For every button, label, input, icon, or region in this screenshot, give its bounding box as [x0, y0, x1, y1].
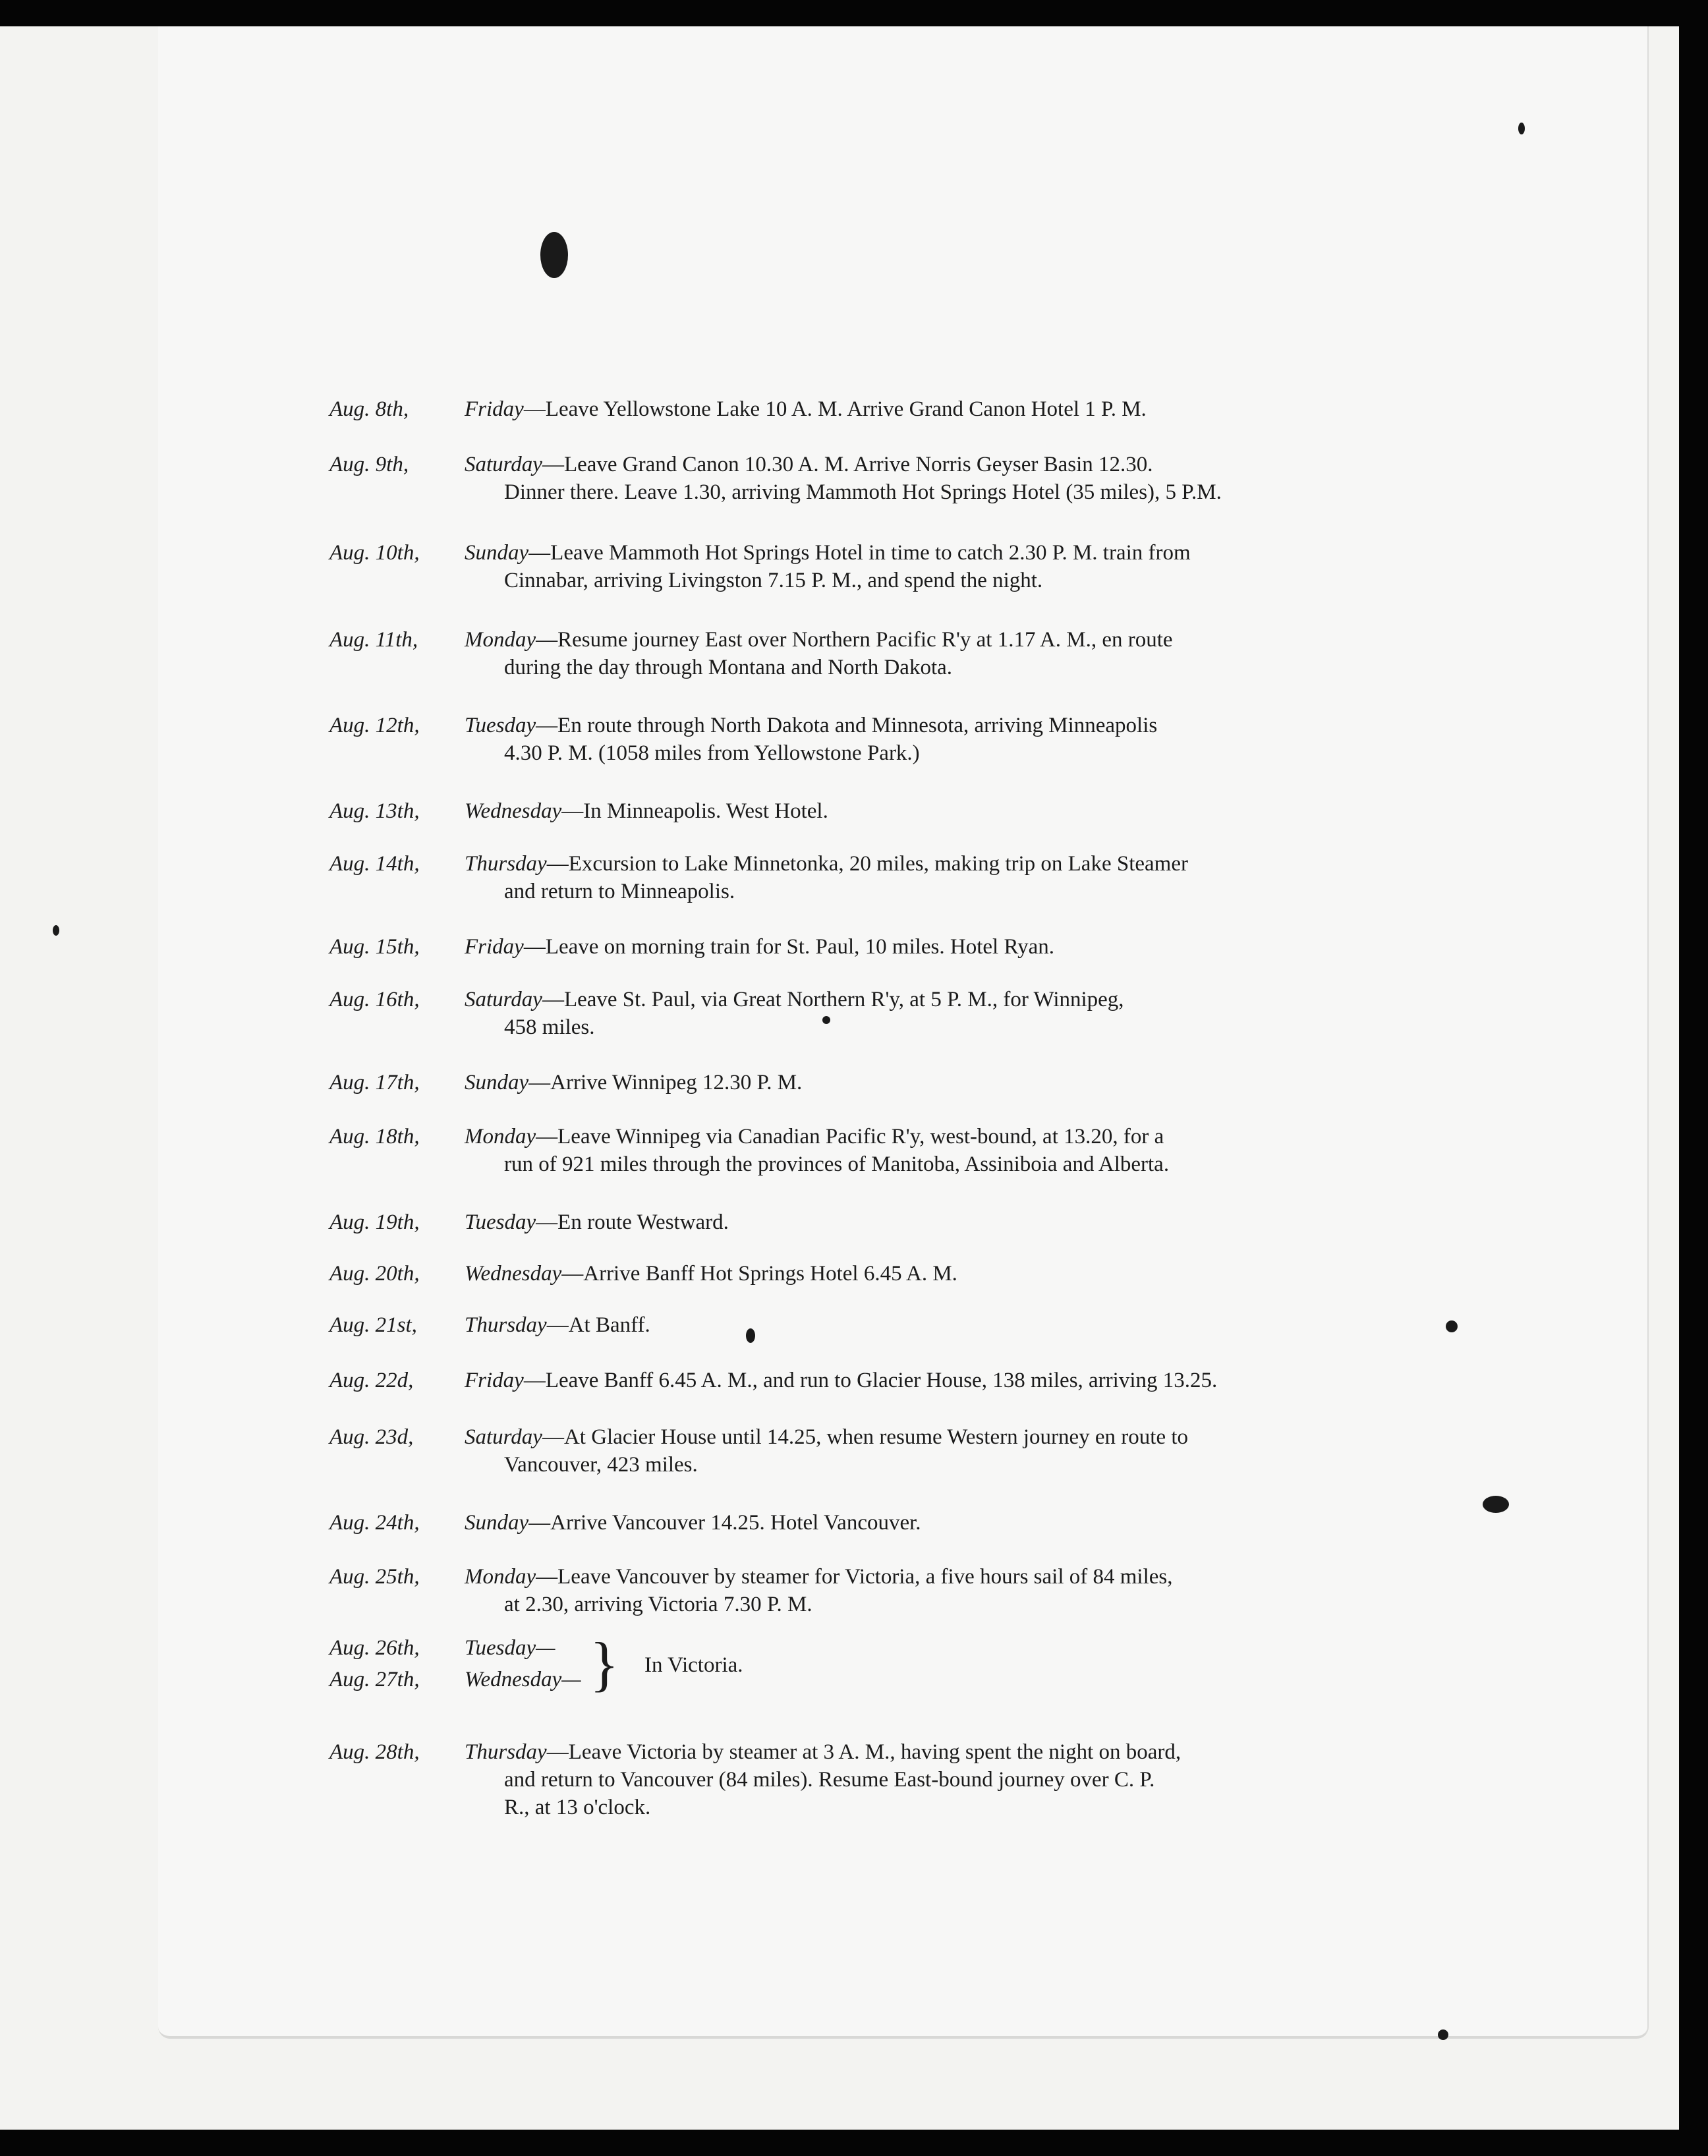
entry-day: Friday [465, 397, 524, 421]
entry-date: Aug. 13th, [329, 799, 420, 823]
itinerary-entry [329, 626, 1450, 681]
entry-text: —Leave Grand Canon 10.30 A. M. Arrive Norris Geyser Basin 12.30. [542, 453, 1153, 476]
itinerary-entry [329, 1738, 1450, 1821]
itinerary-entry [329, 933, 1450, 961]
entry-date: Aug. 26th, [329, 1636, 420, 1660]
entry-day: Monday [465, 628, 536, 652]
entry-text: —At Glacier House until 14.25, when resume Western journey en route to [542, 1425, 1189, 1449]
ink-blot [540, 232, 568, 278]
entry-day: Friday [465, 935, 524, 959]
entry-text: —Excursion to Lake Minnetonka, 20 miles, making trip on Lake Steamer [546, 852, 1188, 876]
entry-date: Aug. 23d, [329, 1425, 414, 1449]
entry-body [465, 626, 1450, 681]
entry-continuation: run of 921 miles through the provinces of Manitoba, Assiniboia and Alberta. [504, 1152, 1170, 1176]
itinerary-entry [329, 1563, 1450, 1618]
entry-date: Aug. 12th, [329, 714, 420, 737]
scan-border-right [1679, 0, 1708, 2156]
entry-text: —Leave on morning train for St. Paul, 10 miles. Hotel Ryan. [523, 935, 1055, 959]
entry-day: Tuesday— [465, 1636, 555, 1660]
scan-speck [1483, 1496, 1509, 1513]
entry-date: Aug. 18th, [329, 1125, 420, 1149]
itinerary-entry [329, 1509, 1450, 1537]
entry-date: Aug. 19th, [329, 1210, 420, 1234]
entry-text: —En route through North Dakota and Minnesota, arriving Minneapolis [536, 714, 1158, 737]
entry-date: Aug. 14th, [329, 852, 420, 876]
entry-date: Aug. 11th, [329, 628, 418, 652]
entry-date: Aug. 24th, [329, 1511, 420, 1535]
victoria-group [329, 1630, 1450, 1697]
entry-day: Sunday [465, 1511, 529, 1535]
itinerary-entry [329, 1260, 1450, 1288]
entry-text: —En route Westward. [536, 1210, 729, 1234]
entry-text: —Leave St. Paul, via Great Northern R'y, at 5 P. M., for Winnipeg, [542, 988, 1124, 1011]
entry-body [465, 797, 1450, 825]
entry-body [465, 1260, 1450, 1288]
entry-text: —Arrive Vancouver 14.25. Hotel Vancouver. [528, 1511, 921, 1535]
entry-body [465, 1311, 1450, 1339]
entry-date: Aug. 17th, [329, 1071, 420, 1094]
entry-continuation: R., at 13 o'clock. [504, 1796, 651, 1819]
entry-day: Thursday [465, 1313, 547, 1337]
entry-continuation: 4.30 P. M. (1058 miles from Yellowstone Park.) [504, 741, 920, 765]
scan-speck [53, 925, 59, 936]
entry-date: Aug. 21st, [329, 1313, 417, 1337]
entry-date: Aug. 20th, [329, 1262, 420, 1286]
entry-day: Sunday [465, 1071, 529, 1094]
entry-day: Monday [465, 1565, 536, 1589]
entry-text: —Arrive Banff Hot Springs Hotel 6.45 A. M. [561, 1262, 957, 1286]
entry-text: —Leave Victoria by steamer at 3 A. M., having spent the night on board, [546, 1740, 1181, 1764]
entry-continuation: and return to Vancouver (84 miles). Resume East-bound journey over C. P. [504, 1768, 1155, 1792]
scan-border-bottom [0, 2130, 1708, 2156]
entry-body [465, 1509, 1450, 1537]
scan-speck [1438, 2029, 1448, 2040]
entry-body [465, 539, 1450, 594]
entry-date: Aug. 22d, [329, 1369, 414, 1392]
entry-body [465, 712, 1450, 767]
entry-day: Friday [465, 1369, 524, 1392]
entry-day: Monday [465, 1125, 536, 1149]
entry-continuation: Vancouver, 423 miles. [504, 1453, 698, 1477]
entry-text: —Leave Yellowstone Lake 10 A. M. Arrive Grand Canon Hotel 1 P. M. [523, 397, 1147, 421]
entry-day: Wednesday [465, 1262, 562, 1286]
entry-text: —Leave Winnipeg via Canadian Pacific R'y, west-bound, at 13.20, for a [536, 1125, 1164, 1149]
entry-date: Aug. 9th, [329, 453, 409, 476]
itinerary-entry [329, 712, 1450, 767]
scan-speck [1518, 123, 1525, 134]
entry-day: Sunday [465, 541, 529, 565]
entry-date: Aug. 25th, [329, 1565, 420, 1589]
entry-date: Aug. 8th, [329, 397, 409, 421]
entry-body [465, 395, 1450, 423]
entry-day: Saturday [465, 988, 542, 1011]
entry-date: Aug. 28th, [329, 1740, 420, 1764]
entry-date: Aug. 16th, [329, 988, 420, 1011]
entry-body [465, 1563, 1450, 1618]
itinerary-entry [329, 1423, 1450, 1479]
entry-body [465, 1423, 1450, 1479]
entry-day: Saturday [465, 1425, 542, 1449]
itinerary-entry [329, 850, 1450, 905]
entry-date: Aug. 27th, [329, 1668, 420, 1691]
entry-day: Thursday [465, 852, 547, 876]
entry-continuation: 458 miles. [504, 1015, 595, 1039]
group-row [329, 1634, 1450, 1666]
itinerary-entry [329, 1069, 1450, 1096]
entry-text: —Arrive Winnipeg 12.30 P. M. [528, 1071, 803, 1094]
entry-body [465, 1738, 1450, 1821]
itinerary-entry [329, 395, 1450, 423]
itinerary-entry [329, 1367, 1450, 1394]
entry-text: —Leave Vancouver by steamer for Victoria, a five hours sail of 84 miles, [536, 1565, 1173, 1589]
scan-border-top [0, 0, 1708, 26]
entry-body [465, 933, 1450, 961]
entry-continuation: and return to Minneapolis. [504, 880, 735, 903]
entry-text: —Leave Mammoth Hot Springs Hotel in time to catch 2.30 P. M. train from [528, 541, 1191, 565]
entry-body [465, 986, 1450, 1041]
entry-continuation: Cinnabar, arriving Livingston 7.15 P. M., and spend the night. [504, 569, 1043, 592]
entry-body [465, 451, 1450, 506]
entry-body [465, 1123, 1450, 1178]
entry-date: Aug. 15th, [329, 935, 420, 959]
entry-body [465, 1367, 1450, 1394]
itinerary-entry [329, 1123, 1450, 1178]
entry-day: Tuesday [465, 714, 536, 737]
entry-continuation: at 2.30, arriving Victoria 7.30 P. M. [504, 1593, 812, 1616]
itinerary-entry [329, 986, 1450, 1041]
itinerary-entry [329, 797, 1450, 825]
itinerary-entry [329, 539, 1450, 594]
entry-continuation: during the day through Montana and North Dakota. [504, 656, 953, 679]
entry-body [465, 1208, 1450, 1236]
brace-glyph: } [590, 1630, 619, 1697]
entry-text: —Resume journey East over Northern Pacific R'y at 1.17 A. M., en route [536, 628, 1173, 652]
entry-body [465, 1069, 1450, 1096]
entry-day: Wednesday— [465, 1668, 581, 1691]
entry-continuation: Dinner there. Leave 1.30, arriving Mammoth Hot Springs Hotel (35 miles), 5 P.M. [504, 480, 1222, 504]
itinerary-entry [329, 1208, 1450, 1236]
itinerary-entry [329, 451, 1450, 506]
entry-body [465, 850, 1450, 905]
entry-text: —Leave Banff 6.45 A. M., and run to Glacier House, 138 miles, arriving 13.25. [523, 1369, 1218, 1392]
entry-day: Wednesday [465, 799, 562, 823]
entry-date: Aug. 10th, [329, 541, 420, 565]
entry-text: —At Banff. [546, 1313, 650, 1337]
group-note: In Victoria. [644, 1653, 743, 1677]
entry-day: Thursday [465, 1740, 547, 1764]
entry-day: Saturday [465, 453, 542, 476]
entry-text: —In Minneapolis. West Hotel. [561, 799, 828, 823]
entry-day: Tuesday [465, 1210, 536, 1234]
itinerary-entry [329, 1311, 1450, 1339]
group-row [329, 1666, 1450, 1697]
